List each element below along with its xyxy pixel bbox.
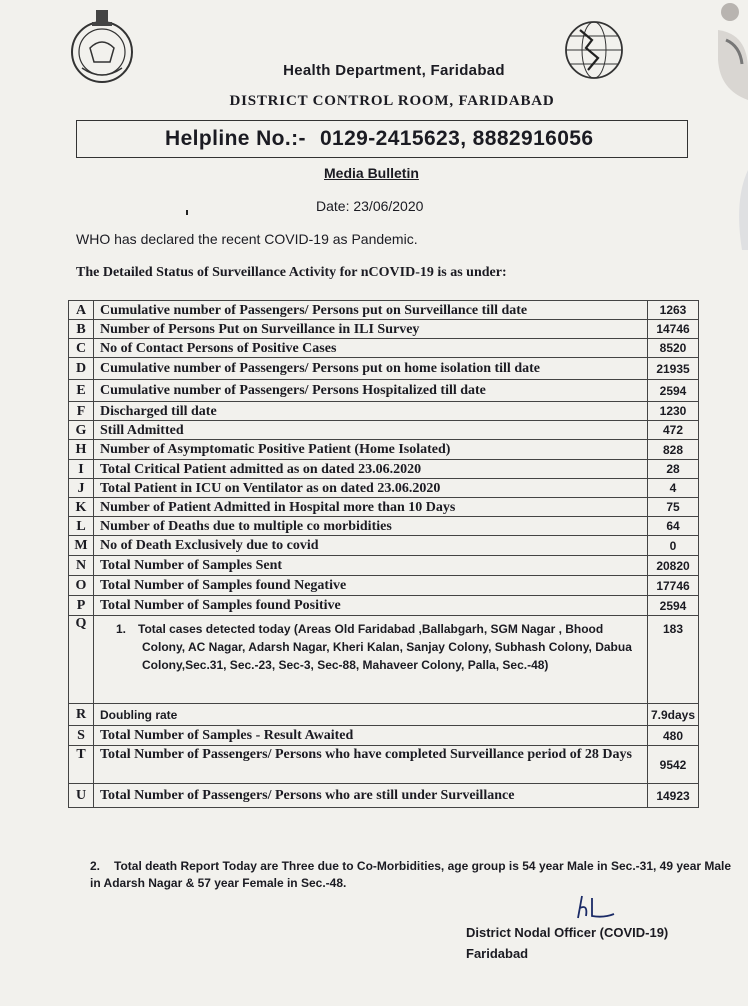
table-row: [69, 746, 698, 784]
row-description: Total Number of Samples found Negative: [94, 576, 648, 595]
row-code: S: [69, 726, 94, 745]
row-code: R: [69, 704, 94, 725]
table-row-q: [69, 616, 698, 704]
row-code: E: [69, 380, 94, 401]
table-row: [69, 320, 698, 339]
row-code: F: [69, 402, 94, 420]
detail-number: 1.: [116, 622, 127, 636]
department-heading: Health Department, Faridabad: [283, 62, 505, 79]
background-object-icon: [700, 0, 748, 260]
table-row: [69, 784, 698, 808]
row-code: H: [69, 440, 94, 459]
row-value: 0: [669, 539, 677, 553]
row-description: No of Contact Persons of Positive Cases: [94, 339, 648, 357]
detail-lead: Total cases detected today: [138, 622, 291, 636]
table-row: [69, 460, 698, 479]
row-description: [94, 616, 648, 703]
row-description: Total Critical Patient admitted as on dated 23.06.2020: [94, 460, 648, 478]
row-description: No of Death Exclusively due to covid: [94, 536, 648, 555]
row-code: K: [69, 498, 94, 516]
detail-areas: (Areas Old Faridabad ,Ballabgarh, SGM Nagar , Bhood Colony, AC Nagar, Adarsh Nagar, Kheri Kalan, Sanjay Colony, Subhash Colony, Dabua Colony,Sec.31, Sec.-23, Sec-3, Sec-88, Mahaveer Colony, Palla, Sec.-48): [142, 622, 632, 672]
row-description: Total Number of Samples found Positive: [94, 596, 648, 615]
stray-mark: [186, 210, 188, 215]
table-row: [69, 517, 698, 536]
row-description: Number of Asymptomatic Positive Patient (Home Isolated): [94, 440, 648, 459]
row-description: Number of Deaths due to multiple co morbidities: [94, 517, 648, 535]
officer-place: Faridabad: [466, 946, 529, 961]
row-description: Discharged till date: [94, 402, 648, 420]
death-report-note: [90, 858, 740, 892]
row-value: 2594: [659, 384, 687, 398]
row-description: Cumulative number of Passengers/ Persons put on home isolation till date: [94, 358, 648, 379]
row-code: T: [69, 746, 94, 783]
bulletin-title: Media Bulletin: [324, 165, 419, 181]
row-code: N: [69, 556, 94, 575]
note-text: Total death Report Today are Three due to Co-Morbidities, age group is 54 year Male in Sec.-31, 49 year Male in Adarsh Nagar & 57 year Female in Sec.-48.: [90, 859, 732, 890]
row-code: P: [69, 596, 94, 615]
row-description: Number of Patient Admitted in Hospital more than 10 Days: [94, 498, 648, 516]
row-code: I: [69, 460, 94, 478]
table-row: [69, 704, 698, 726]
table-row: [69, 339, 698, 358]
row-code: D: [69, 358, 94, 379]
row-value: 64: [666, 519, 680, 533]
row-value: 183: [662, 622, 684, 636]
row-description: Number of Persons Put on Surveillance in ILI Survey: [94, 320, 648, 338]
row-value: 8520: [659, 341, 687, 355]
row-description: Doubling rate: [94, 704, 648, 725]
row-value: 28: [666, 462, 680, 476]
table-row: [69, 556, 698, 576]
surveillance-table: [68, 300, 699, 808]
status-intro: The Detailed Status of Surveillance Activity for nCOVID-19 is as under:: [76, 265, 507, 280]
helpline-label: Helpline No.:-: [165, 127, 306, 150]
row-description: Still Admitted: [94, 421, 648, 439]
row-value: 21935: [656, 362, 690, 376]
row-code: Q: [69, 616, 94, 703]
helpline-box: [76, 120, 688, 158]
total-cases-detail: [94, 616, 647, 684]
row-value: 480: [662, 729, 684, 743]
table-row: [69, 576, 698, 596]
row-description: Total Number of Passengers/ Persons who are still under Surveillance: [94, 784, 648, 807]
table-row: [69, 479, 698, 498]
row-value: 472: [662, 423, 684, 437]
row-value: 7.9days: [650, 708, 696, 722]
who-statement: WHO has declared the recent COVID-19 as Pandemic.: [76, 231, 418, 247]
row-value: 17746: [656, 579, 690, 593]
table-row: [69, 726, 698, 746]
row-code: O: [69, 576, 94, 595]
row-value: 75: [666, 500, 680, 514]
row-code: B: [69, 320, 94, 338]
row-description: Total Patient in ICU on Ventilator as on dated 23.06.2020: [94, 479, 648, 497]
helpline-numbers: 0129-2415623, 8882916056: [319, 127, 594, 150]
table-row: [69, 380, 698, 402]
row-description: Total Number of Samples Sent: [94, 556, 648, 575]
note-number: 2.: [90, 859, 101, 873]
row-code: C: [69, 339, 94, 357]
row-code: L: [69, 517, 94, 535]
row-code: G: [69, 421, 94, 439]
row-value: 4: [669, 481, 677, 495]
row-code: A: [69, 301, 94, 319]
row-code: J: [69, 479, 94, 497]
officer-designation: District Nodal Officer (COVID-19): [466, 925, 669, 940]
row-value: 2594: [659, 599, 687, 613]
control-room-heading: DISTRICT CONTROL ROOM, FARIDABAD: [229, 93, 555, 109]
table-row: [69, 440, 698, 460]
row-value: 1263: [659, 303, 687, 317]
bulletin-date: Date: 23/06/2020: [316, 198, 424, 214]
table-row: [69, 301, 698, 320]
row-value: 828: [662, 443, 684, 457]
table-row: [69, 402, 698, 421]
row-description: Total Number of Passengers/ Persons who have completed Surveillance period of 28 Days: [94, 746, 648, 783]
row-code: M: [69, 536, 94, 555]
row-description: Total Number of Samples - Result Awaited: [94, 726, 648, 745]
row-description: Cumulative number of Passengers/ Persons Hospitalized till date: [94, 380, 648, 401]
table-row: [69, 498, 698, 517]
row-value: 14923: [656, 789, 690, 803]
row-value: 20820: [656, 559, 690, 573]
row-code: U: [69, 784, 94, 807]
row-value: 1230: [659, 404, 687, 418]
row-description: Cumulative number of Passengers/ Persons put on Surveillance till date: [94, 301, 648, 319]
signature-icon: [574, 892, 618, 922]
row-value: 9542: [659, 758, 687, 772]
table-row: [69, 536, 698, 556]
table-row: [69, 421, 698, 440]
table-row: [69, 358, 698, 380]
table-row: [69, 596, 698, 616]
row-value: 14746: [656, 322, 690, 336]
